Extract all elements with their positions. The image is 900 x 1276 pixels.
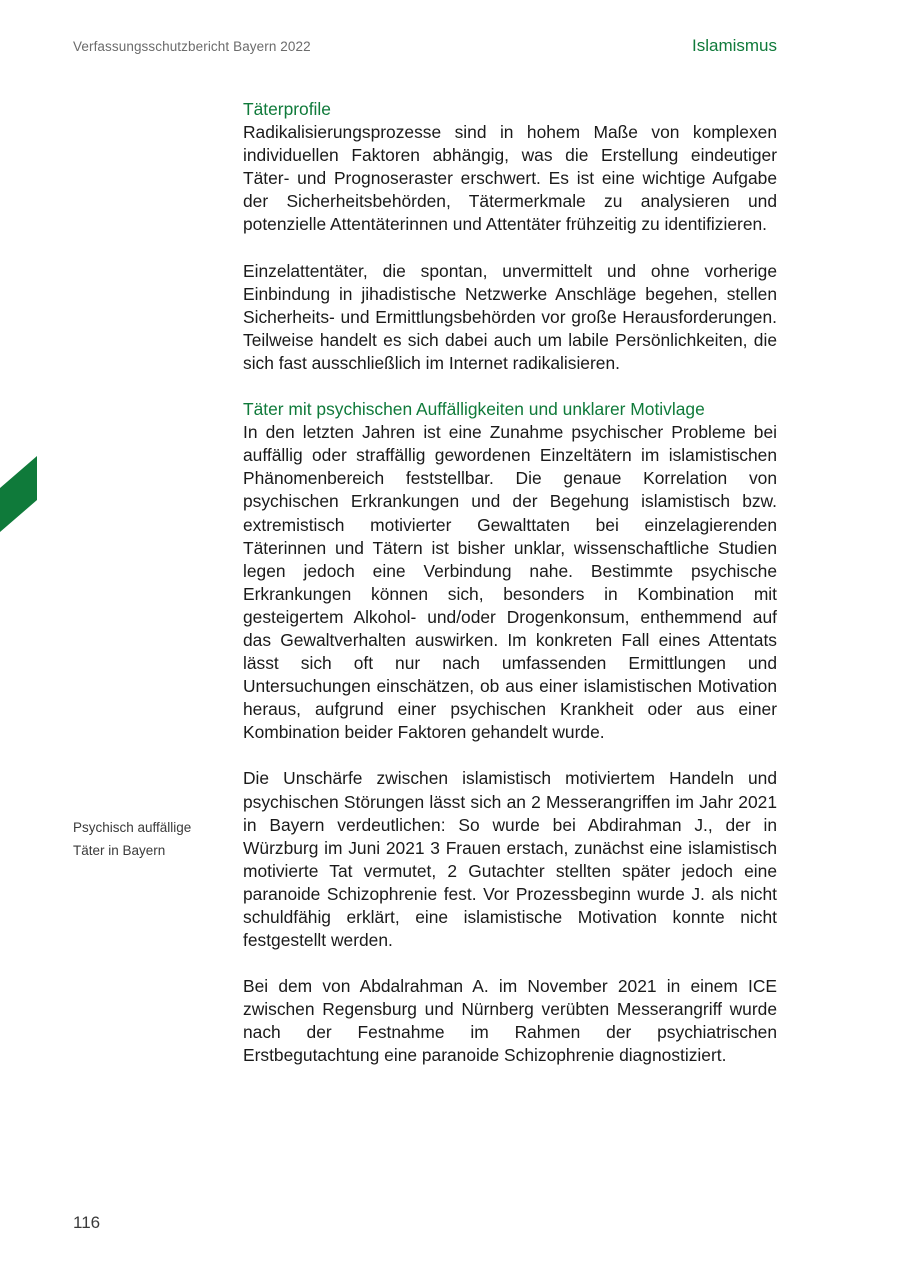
page-number: 116: [73, 1213, 101, 1232]
running-header-title: Verfassungsschutzbericht Bayern 2022: [73, 39, 311, 54]
paragraph-unschaerfe: Die Unschärfe zwischen islamistisch motiviertem Handeln und psychischen Störungen lässt sich an 2 Messerangriffen im Jahr 2021 in Bayern verdeutlichen: So wurde bei Abdirahman J., der in Würzburg im Juni 2021 3 Frauen erstach, zunächst eine islamistisch motivierte Tat vermutet, 2 Gutachter stellten später jedoch eine paranoide Schizophrenie fest. Vor Prozessbeginn wurde J. als nicht schuldfähig erklärt, eine islamistische Motivation konnte nicht festgestellt werden.: [243, 768, 777, 951]
chapter-title: Islamismus: [691, 36, 777, 55]
paragraph-einzelattentaeter: Einzelattentäter, die spontan, unvermittelt und ohne vorherige Einbindung in jihadistische Netzwerke Anschläge begehen, stellen Sicherheits- und Ermittlungsbehörden vor große Herausforderungen. Teilweise handelt es sich dabei auch um labile Persönlichkeiten, die sich fast ausschließlich im Internet radikalisieren.: [243, 260, 777, 373]
paragraph-radikalisierung: Radikalisierungsprozesse sind in hohem Maße von komplexen individuellen Faktoren abhängig, was die Erstellung eindeutiger Täter- und Prognoseraster erschwert. Es ist eine wichtige Aufgabe der Sicherheitsbehörden, Tätermerkmale zu analysieren und potenzielle Attentäterinnen und Attentäter frühzeitig zu identifizieren.: [243, 122, 777, 235]
margin-note-line: Psychisch auffällige: [73, 820, 192, 835]
chapter-tab-marker: [0, 456, 37, 532]
margin-note-line: Täter in Bayern: [73, 843, 166, 858]
section-heading-psychische-auffaelligkeiten: Täter mit psychischen Auffälligkeiten und unklarer Motivlage: [243, 399, 705, 420]
paragraph-psychische-probleme: In den letzten Jahren ist eine Zunahme psychischer Probleme bei auffällig oder straffällig gewordenen Einzeltätern im islamistischen Phänomenbereich feststellbar. Die genaue Korrelation von psychischen Erkrankungen und der Begehung islamistisch bzw. extremistisch motivierter Gewalttaten bei einzelagierenden Täterinnen und Tätern ist bisher unklar, wissenschaftliche Studien legen jedoch eine Verbindung nahe. Bestimmte psychische Erkrankungen können sich, besonders in Kombination mit gesteigertem Alkohol- und/oder Drogenkonsum, enthemmend auf das Gewaltverhalten auswirken. Im konkreten Fall eines Attentats lässt sich oft nur nach umfassenden Ermittlungen und Untersuchungen einschätzen, ob aus einer islamistischen Motivation heraus, aufgrund einer psychischen Krankheit oder aus einer Kombination beider Faktoren gehandelt wurde.: [243, 422, 777, 743]
paragraph-ice-angriff: Bei dem von Abdalrahman A. im November 2021 in einem ICE zwischen Regensburg und Nürnberg verübten Messerangriff wurde nach der Festnahme im Rahmen der psychiatrischen Erstbegutachtung eine paranoide Schizophrenie diagnostiziert.: [243, 976, 777, 1066]
section-heading-taeterprofile: Täterprofile: [243, 99, 331, 119]
margin-note: [73, 816, 223, 862]
main-text-column: [243, 98, 777, 1068]
